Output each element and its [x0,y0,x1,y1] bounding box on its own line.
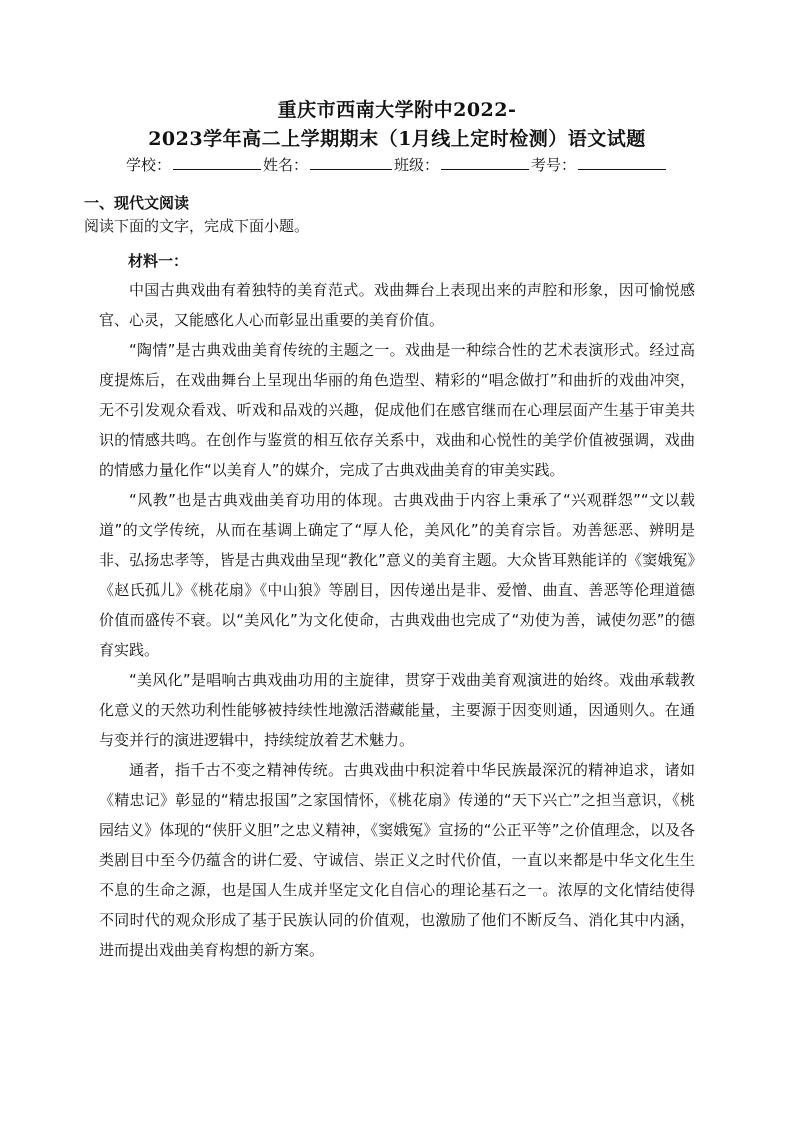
name-label: 姓名： [262,156,308,174]
exam-no-blank [578,154,666,170]
exam-title-line1: 重庆市西南大学附中2022- [277,99,517,121]
passage-paragraph: “陶情”是古典戏曲美育传统的主题之一。戏曲是一种综合性的艺术表演形式。经过高度提炼后，在戏曲舞台上呈现出华丽的角色造型、精彩的“唱念做打”和曲折的戏曲冲突，无不引发观众看戏、听戏和品戏的兴趣，促成他们在感官继而在心理层面产生基于审美共识的情感共鸣。在创作与鉴赏的相互依存关系中，戏曲和心悦性的美学价值被强调，戏曲的情感力量化作“以美育人”的媒介，完成了古典戏曲美育的审美实践。 [99,341,695,479]
school-label: 学校： [125,156,171,174]
student-info-row [0,154,794,176]
school-blank [173,154,261,170]
exam-no-label: 考号： [531,156,577,174]
name-blank [310,154,392,170]
material-label: 材料一： [128,252,189,270]
passage-paragraph: 通者，指千古不变之精神传统。古典戏曲中积淀着中华民族最深沉的精神追求，诸如《精忠记》彰显的“精忠报国”之家国情怀，《桃花扇》传递的“天下兴亡”之担当意识，《桃园结义》体现的“侠肝义胆”之忠义精神，《窦娥冤》宣扬的“公正平等”之价值理念，以及各类剧目中至今仍蕴含的讲仁爱、守诚信、崇正义之时代价值，一直以来都是中华文化生生不息的生命之源，也是国人生成并坚定文化自信心的理论基石之一。浓厚的文化情结使得不同时代的观众形成了基于民族认同的价值观，也激励了他们不断反刍、消化其中内涵，进而提出戏曲美育构想的新方案。 [99,761,695,959]
exam-title-line2: 2023学年高二上学期期末（1月线上定时检测）语文试题 [148,128,646,150]
class-label: 班级： [394,156,440,174]
passage-paragraph: “美风化”是唱响古典戏曲功用的主旋律，贯穿于戏曲美育观演进的始终。戏曲承载教化意义的天然功利性能够被持续性地激活潜藏能量，主要源于因变则通，因通则久。在通与变并行的演进逻辑中，持续绽放着艺术魅力。 [99,671,695,749]
passage-paragraph: “风教”也是古典戏曲美育功用的体现。古典戏曲于内容上秉承了“兴观群怨”“文以载道”的文学传统，从而在基调上确定了“厚人伦，美风化”的美育宗旨。劝善惩恶、辨明是非、弘扬忠孝等，皆是古典戏曲呈现“教化”意义的美育主题。大众皆耳熟能详的《窦娥冤》《赵氏孤儿》《桃花扇》《中山狼》等剧目，因传递出是非、爱憎、曲直、善恶等伦理道德价值而盛传不衰。以“美风化”为文化使命，古典戏曲也完成了“劝使为善，诫使勿恶”的德育实践。 [99,491,695,659]
section-instruction: 阅读下面的文字，完成下面小题。 [84,217,310,235]
reading-passage [99,275,695,965]
class-blank [441,154,529,170]
section-heading: 一、现代文阅读 [84,194,190,212]
passage-paragraph: 中国古典戏曲有着独特的美育范式。戏曲舞台上表现出来的声腔和形象，因可愉悦感官、心灵，又能感化人心而彰显出重要的美育价值。 [99,281,695,329]
